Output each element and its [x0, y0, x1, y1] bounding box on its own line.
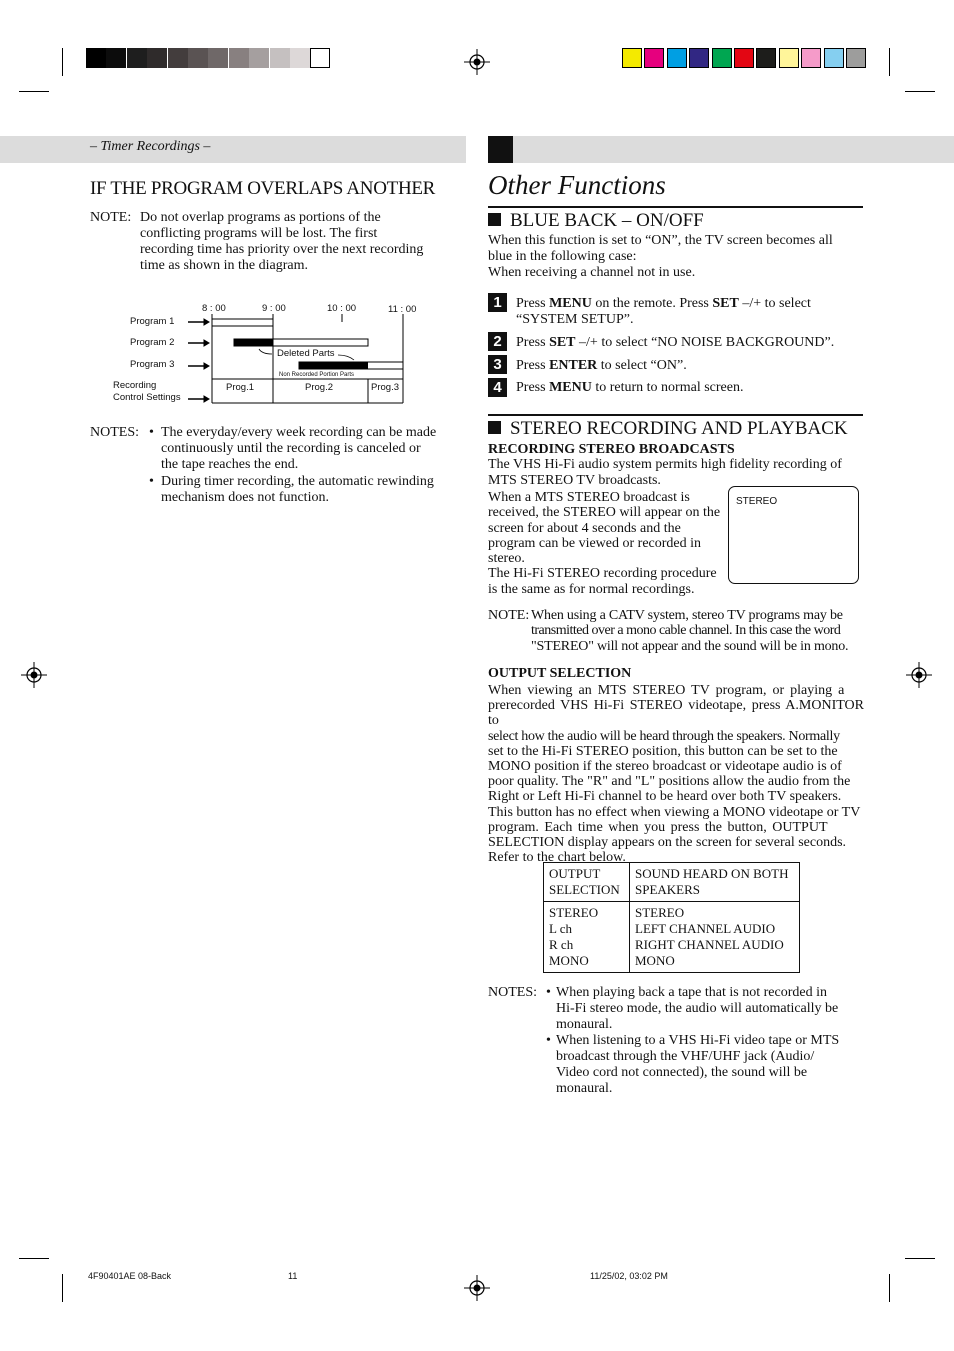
left-note-label: NOTE:: [90, 210, 132, 225]
color-swatch: [622, 48, 642, 68]
gray-swatch: [106, 48, 126, 68]
right-header-block: [488, 136, 513, 163]
page-title: Other Functions: [488, 170, 666, 200]
crop-mark: [889, 48, 890, 76]
section-label: – Timer Recordings –: [90, 139, 211, 154]
color-swatch: [846, 48, 866, 68]
step-1-number: 1: [488, 293, 507, 312]
crop-mark: [62, 48, 63, 76]
program-1-label: Program 1: [130, 316, 175, 327]
footer-file: 4F90401AE 08-Back: [88, 1271, 172, 1281]
step-4-number: 4: [488, 378, 507, 397]
step-2-number: 2: [488, 332, 507, 351]
left-notes: • The everyday/every week recording can be made continuously until the recording is canceled or the tape reaches the end. • During timer recording, the automatic rewinding mechanism does not function.: [149, 425, 437, 505]
table-row: [544, 902, 800, 973]
output-selection-heading: OUTPUT SELECTION: [488, 666, 632, 681]
stereo-note-label: NOTE:: [488, 608, 530, 623]
table-header-row: [544, 863, 800, 902]
stereo-rule: [488, 414, 863, 416]
color-swatch: [824, 48, 844, 68]
left-heading: IF THE PROGRAM OVERLAPS ANOTHER: [90, 178, 436, 199]
gray-swatch: [229, 48, 249, 68]
stereo-heading: STEREO RECORDING AND PLAYBACK: [488, 418, 848, 440]
prog-1-label: Prog.1: [226, 382, 254, 393]
color-swatch: [667, 48, 687, 68]
output-selection-text: When viewing an MTS STEREO TV program, or playing a prerecorded VHS Hi-Fi STEREO videotape, press A.MONITOR to select how the audio will be heard through the speakers. Normally set to the Hi-Fi STEREO position, this button can be set to the MONO position if the stereo broadcast or videotape audio is of poor quality. The "R" and "L" positions allow the audio from the Right or Left Hi-Fi channel to be heard over both TV speakers. This button has no effect when viewing a MONO videotape or TV program. Each time when you press the button, OUTPUT SELECTION display appears on the screen for several seconds. Refer to the chart below.: [488, 683, 864, 866]
table-cell: STEREO L ch R ch MONO: [544, 902, 630, 973]
crop-mark: [19, 1258, 49, 1259]
control-settings-label: Control Settings: [113, 392, 181, 403]
output-selection-table: [543, 862, 800, 973]
crop-mark: [889, 1274, 890, 1302]
time-label: 11 : 00: [388, 304, 417, 315]
footer-page: 11: [288, 1271, 298, 1281]
gray-swatch: [147, 48, 167, 68]
time-label: 8 : 00: [202, 303, 226, 314]
step-1-text: Press MENU on the remote. Press SET –/+ to select “SYSTEM SETUP”.: [516, 296, 811, 327]
gray-swatch: [270, 48, 290, 68]
gray-swatch: [127, 48, 147, 68]
color-swatch: [756, 48, 776, 68]
stereo-p2: When a MTS STEREO broadcast is received, the STEREO will appear on the screen for about 4 seconds and the program can be viewed or recorded in stereo. The Hi-Fi STEREO recording procedure is the same as for normal recordings.: [488, 490, 721, 597]
color-swatch: [644, 48, 664, 68]
stereo-notes-label: NOTES:: [488, 985, 537, 1000]
deleted-parts-label: Deleted Parts: [277, 348, 335, 359]
timeline-svg: [100, 300, 420, 410]
stereo-screen-label: STEREO: [736, 496, 778, 507]
gray-swatch: [249, 48, 269, 68]
blue-back-intro: When this function is set to “ON”, the TV screen becomes all blue in the following case: When receiving a channel not in use.: [488, 233, 833, 280]
table-header-cell: OUTPUT SELECTION: [544, 863, 630, 902]
blue-back-heading: BLUE BACK – ON/OFF: [488, 210, 704, 232]
step-3-text: Press ENTER to select “ON”.: [516, 358, 687, 373]
color-swatch: [689, 48, 709, 68]
color-swatch: [734, 48, 754, 68]
table-cell: STEREO LEFT CHANNEL AUDIO RIGHT CHANNEL AUDIO MONO: [630, 902, 800, 973]
right-header-bar: [488, 136, 954, 163]
step-3-number: 3: [488, 355, 507, 374]
gray-swatch: [208, 48, 228, 68]
color-swatch: [779, 48, 799, 68]
heading-square-icon: [488, 421, 501, 434]
gray-swatch: [310, 48, 330, 68]
time-label: 10 : 00: [327, 303, 357, 314]
table-header-cell: SOUND HEARD ON BOTH SPEAKERS: [630, 863, 800, 902]
crop-mark: [19, 91, 49, 92]
stereo-note-text: When using a CATV system, stereo TV programs may be transmitted over a mono cable channel. In this case the word "STEREO" will not appear and the sound will be in mono.: [531, 608, 849, 654]
gray-swatch: [168, 48, 188, 68]
color-swatch: [801, 48, 821, 68]
color-swatch: [712, 48, 732, 68]
time-label: 9 : 00: [262, 303, 286, 314]
gray-swatch: [86, 48, 106, 68]
left-notes-label: NOTES:: [90, 425, 139, 440]
crop-mark: [905, 1258, 935, 1259]
program-3-label: Program 3: [130, 359, 175, 370]
gray-swatch: [188, 48, 208, 68]
footer-date: 11/25/02, 03:02 PM: [590, 1271, 668, 1281]
registration-mark-icon: [906, 662, 932, 688]
step-2-text: Press SET –/+ to select “NO NOISE BACKGROUND”.: [516, 335, 835, 350]
program-2-label: Program 2: [130, 337, 175, 348]
stereo-notes: • When playing back a tape that is not recorded in Hi-Fi stereo mode, the audio will automatically be monaural. • When listening to a VHS Hi-Fi video tape or MTS broadcast through the VHF/UHF jack (Audio/ Video cord not connected), the sound will be monaural.: [546, 985, 840, 1096]
overlap-diagram: [100, 300, 420, 410]
step-4-text: Press MENU to return to normal screen.: [516, 380, 744, 395]
recording-label: Recording: [113, 380, 157, 391]
left-note-text: Do not overlap programs as portions of the conflicting programs will be lost. The first recording time has priority over the next recording time as shown in the diagram.: [140, 210, 424, 273]
stereo-p1: The VHS Hi-Fi audio system permits high fidelity recording of MTS STEREO TV broadcasts.: [488, 457, 842, 488]
registration-mark-icon: [21, 662, 47, 688]
heading-square-icon: [488, 213, 501, 226]
prog-2-label: Prog.2: [305, 382, 333, 393]
registration-mark-icon: [464, 49, 490, 75]
registration-mark-icon: [464, 1275, 490, 1301]
crop-mark: [905, 91, 935, 92]
prog-3-label: Prog.3: [371, 382, 399, 393]
non-recorded-label: Non Recorded Portion Parts: [279, 372, 355, 378]
gray-swatch: [290, 48, 310, 68]
tv-screen-illustration: [728, 486, 859, 584]
crop-mark: [62, 1274, 63, 1302]
left-header-bar: [0, 136, 466, 163]
recording-stereo-subheading: RECORDING STEREO BROADCASTS: [488, 442, 735, 457]
title-rule: [488, 206, 863, 208]
